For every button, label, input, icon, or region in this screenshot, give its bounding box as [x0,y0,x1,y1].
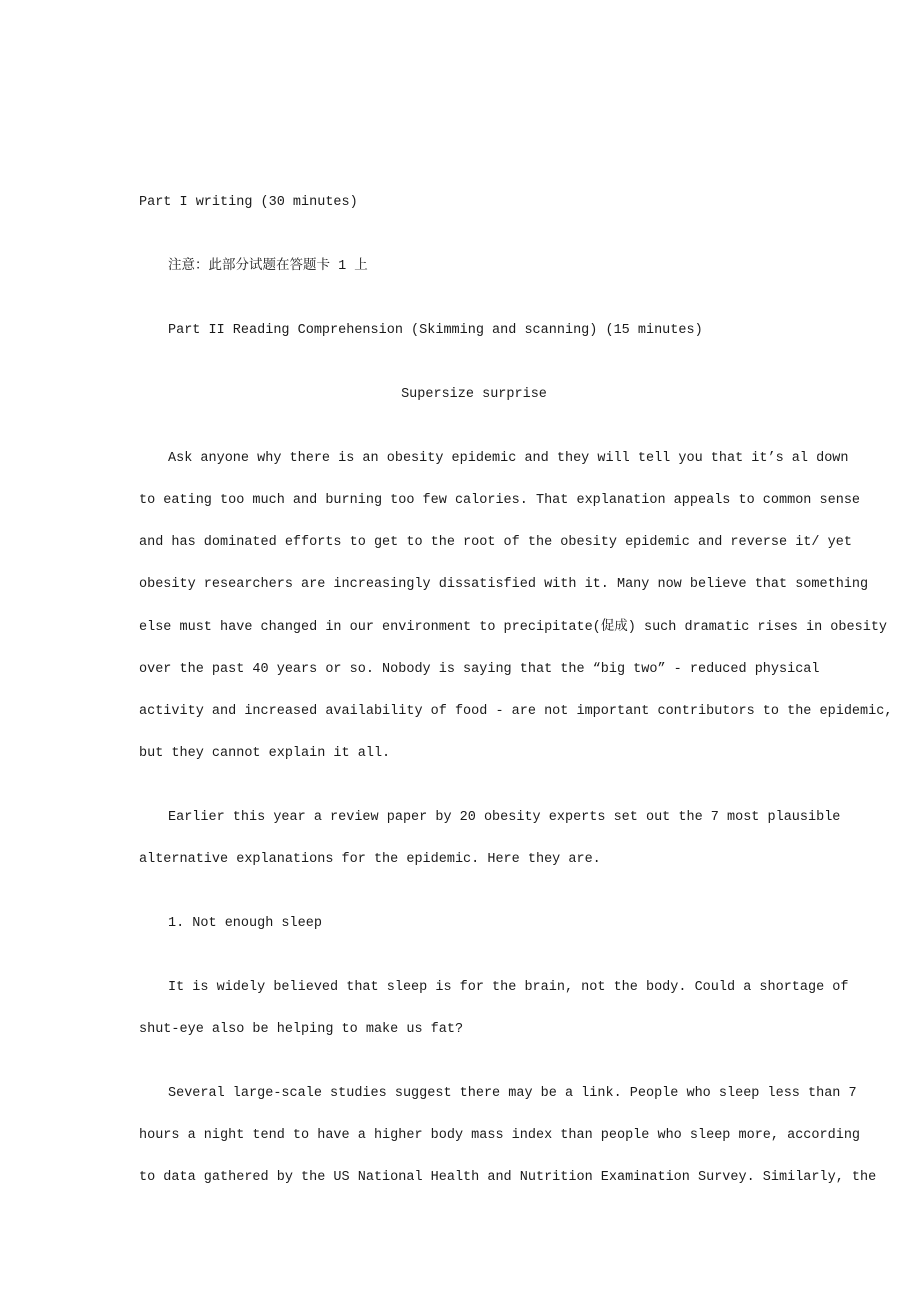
paragraph-line: over the past 40 years or so. Nobody is saying that the “big two” - reduced physical [139,662,820,677]
article-title: Supersize surprise [401,387,547,402]
exam-note: 注意：此部分试题在答题卡 1 上 [168,259,368,274]
paragraph-line: to eating too much and burning too few calories. That explanation appeals to common sense [139,493,861,508]
paragraph-line: Earlier this year a review paper by 20 obesity experts set out the 7 most plausible [168,810,841,825]
paragraph-line: Ask anyone why there is an obesity epidemic and they will tell you that it’s al down [168,451,849,466]
paragraph-line: and has dominated efforts to get to the root of the obesity epidemic and reverse it/ yet [139,535,852,550]
paragraph-line: else must have changed in our environment to precipitate(促成) such dramatic rises in obesity [139,620,888,635]
part2-heading: Part II Reading Comprehension (Skimming and scanning) (15 minutes) [168,323,703,338]
paragraph-line: alternative explanations for the epidemic. Here they are. [139,852,601,867]
paragraph-line: It is widely believed that sleep is for the brain, not the body. Could a shortage of [168,980,849,995]
section-1-heading: 1. Not enough sleep [168,916,322,931]
paragraph-line: activity and increased availability of food - are not important contributors to the epidemic, [139,704,893,719]
paragraph-line: but they cannot explain it all. [139,746,391,761]
part1-heading: Part I writing (30 minutes) [139,195,358,210]
paragraph-line: hours a night tend to have a higher body mass index than people who sleep more, according [139,1128,861,1143]
paragraph-line: to data gathered by the US National Health and Nutrition Examination Survey. Similarly, the [139,1170,877,1185]
paragraph-line: shut-eye also be helping to make us fat? [139,1022,464,1037]
paragraph-line: obesity researchers are increasingly dissatisfied with it. Many now believe that something [139,577,869,592]
paragraph-line: Several large-scale studies suggest there may be a link. People who sleep less than 7 [168,1086,857,1101]
